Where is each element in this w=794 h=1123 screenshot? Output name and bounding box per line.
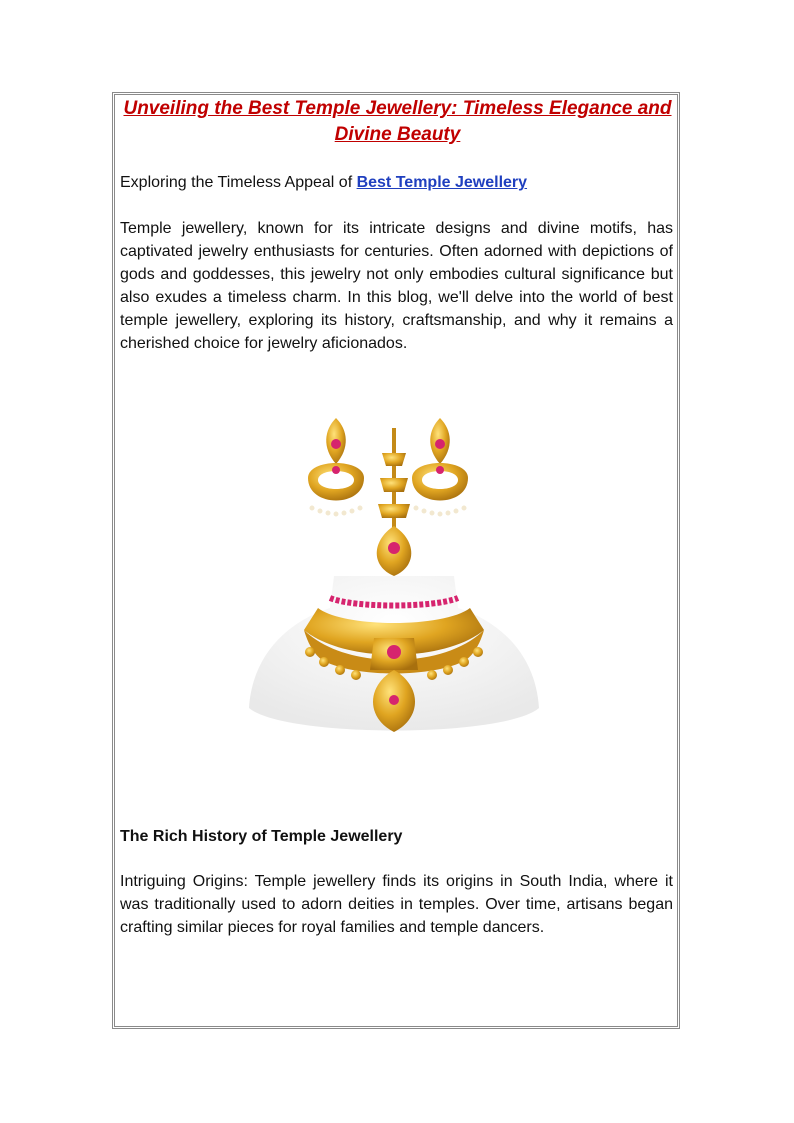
- jewellery-set-image: [244, 408, 544, 744]
- intro-line: [120, 171, 673, 194]
- intro-prefix: Exploring the Timeless Appeal of: [120, 174, 357, 191]
- intro-paragraph: Temple jewellery, known for its intricate designs and divine motifs, has captivated jewelry enthusiasts for centuries. Often adorned with depictions of gods and goddesses, this jewelry not only embodies cultural significance but also exudes a timeless charm. In this blog, we'll delve into the world of best temple jewellery, exploring its history, craftsmanship, and why it remains a cherished choice for jewelry aficionados.: [120, 220, 673, 352]
- history-paragraph: Intriguing Origins: Temple jewellery finds its origins in South India, where it was traditionally used to adorn deities in temples. Over time, artisans began crafting similar pieces for royal families and temple dancers.: [120, 873, 673, 936]
- maang-tikka: [377, 428, 412, 576]
- section-heading: The Rich History of Temple Jewellery: [120, 828, 403, 845]
- article-title: Unveiling the Best Temple Jewellery: Timeless Elegance and Divine Beauty: [123, 98, 672, 145]
- jewellery-illustration: [244, 408, 544, 744]
- left-earring: [308, 418, 364, 517]
- best-temple-jewellery-link[interactable]: Best Temple Jewellery: [356, 174, 528, 191]
- right-earring: [412, 418, 468, 517]
